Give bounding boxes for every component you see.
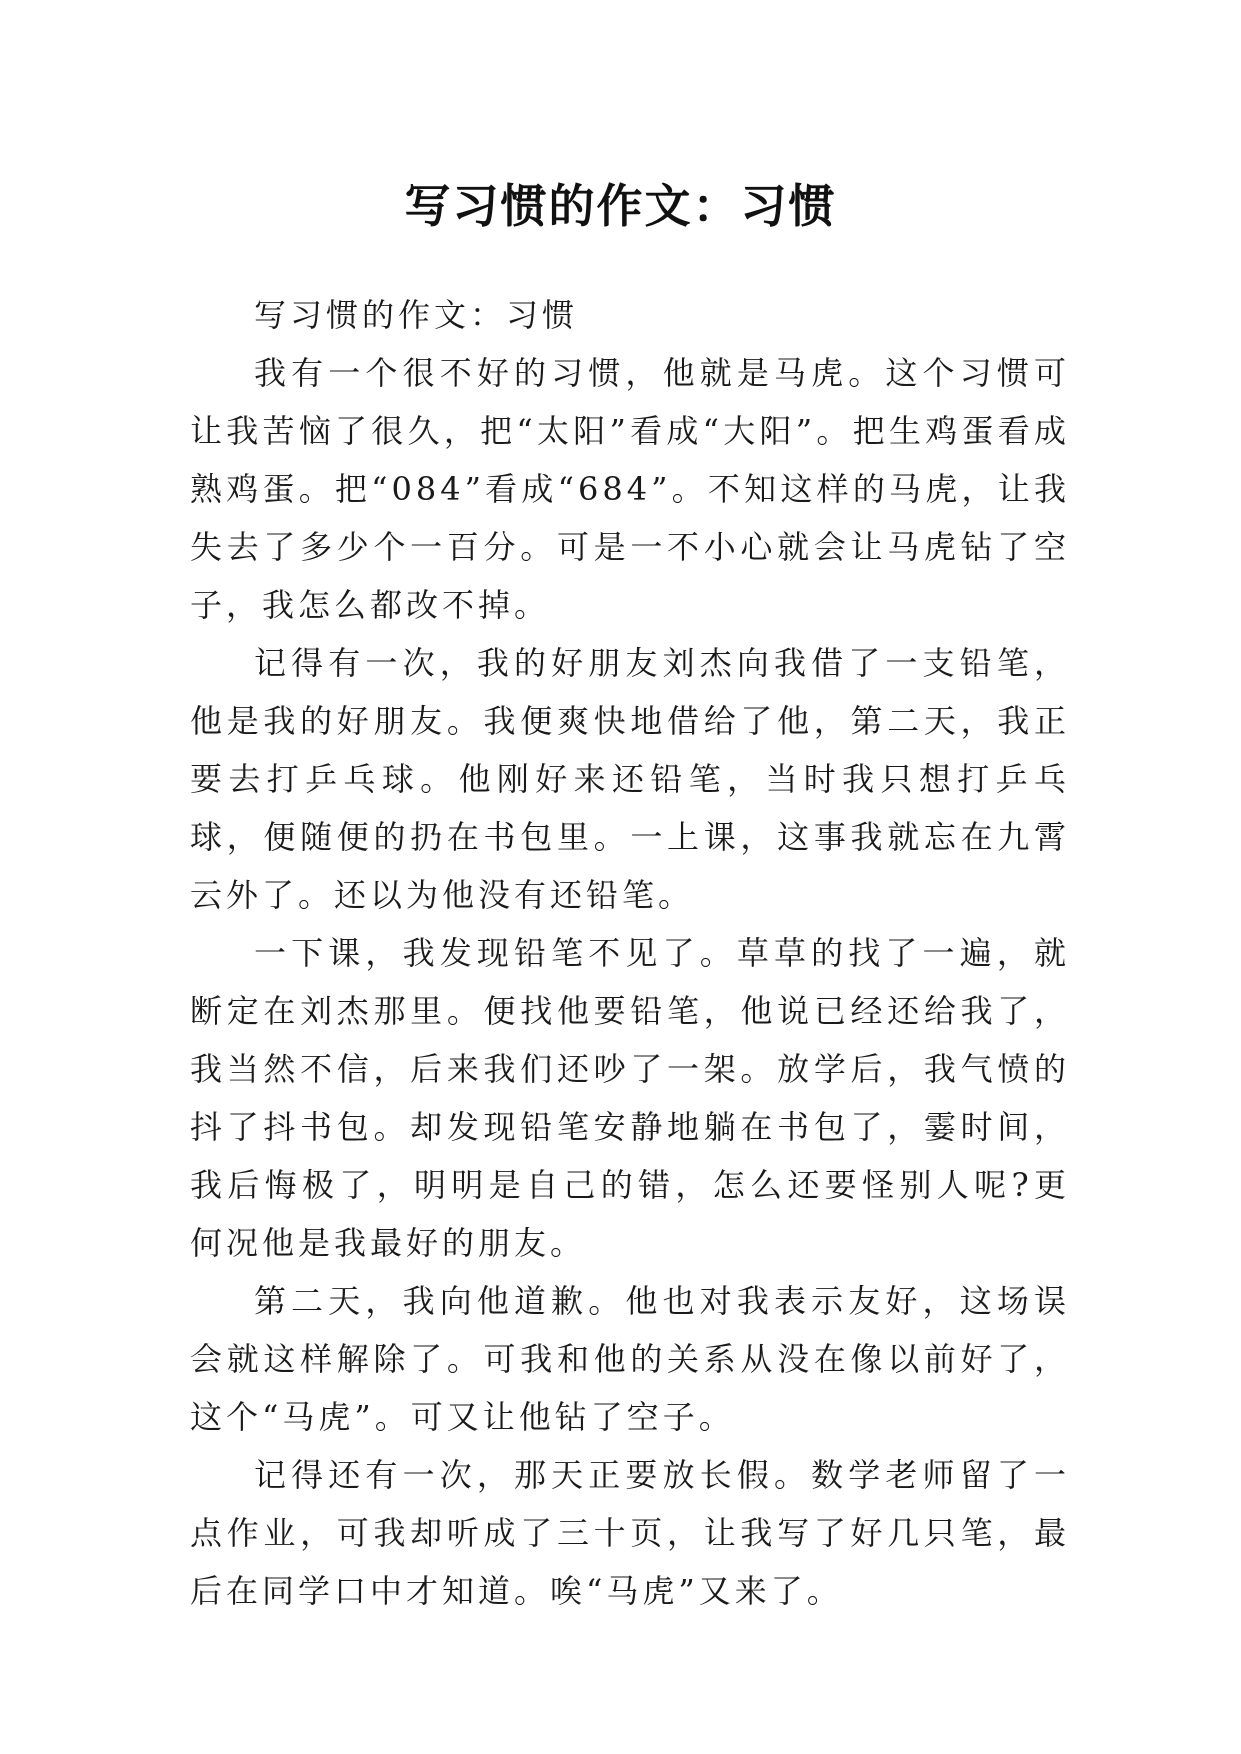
paragraph: 第二天，我向他道歉。他也对我表示友好，这场误会就这样解除了。可我和他的关系从没在像以前好了，这个“马虎”。可又让他钻了空子。 <box>190 1282 1070 1436</box>
document-title: 写习惯的作文：习惯 <box>404 178 837 233</box>
paragraph: 记得还有一次，那天正要放长假。数学老师留了一点作业，可我却听成了三十页，让我写了好几只笔，最后在同学口中才知道。唉“马虎”又来了。 <box>190 1456 1070 1610</box>
document-body <box>190 286 1070 1620</box>
paragraph: 记得有一次，我的好朋友刘杰向我借了一支铅笔，他是我的好朋友。我便爽快地借给了他，第二天，我正要去打乒乓球。他刚好来还铅笔，当时我只想打乒乓球，便随便的扔在书包里。一上课，这事我就忘在九霄云外了。还以为他没有还铅笔。 <box>190 644 1070 914</box>
paragraph: 一下课，我发现铅笔不见了。草草的找了一遍，就断定在刘杰那里。便找他要铅笔，他说已经还给我了，我当然不信，后来我们还吵了一架。放学后，我气愤的抖了抖书包。却发现铅笔安静地躺在书包了，霎时间，我后悔极了，明明是自己的错，怎么还要怪别人呢?更何况他是我最好的朋友。 <box>190 934 1070 1262</box>
paragraph: 写习惯的作文：习惯 <box>254 296 579 334</box>
paragraph: 我有一个很不好的习惯，他就是马虎。这个习惯可让我苦恼了很久，把“太阳”看成“大阳”。把生鸡蛋看成熟鸡蛋。把“084”看成“684”。不知这样的马虎，让我失去了多少个一百分。可是一不小心就会让马虎钻了空子，我怎么都改不掉。 <box>190 354 1070 624</box>
